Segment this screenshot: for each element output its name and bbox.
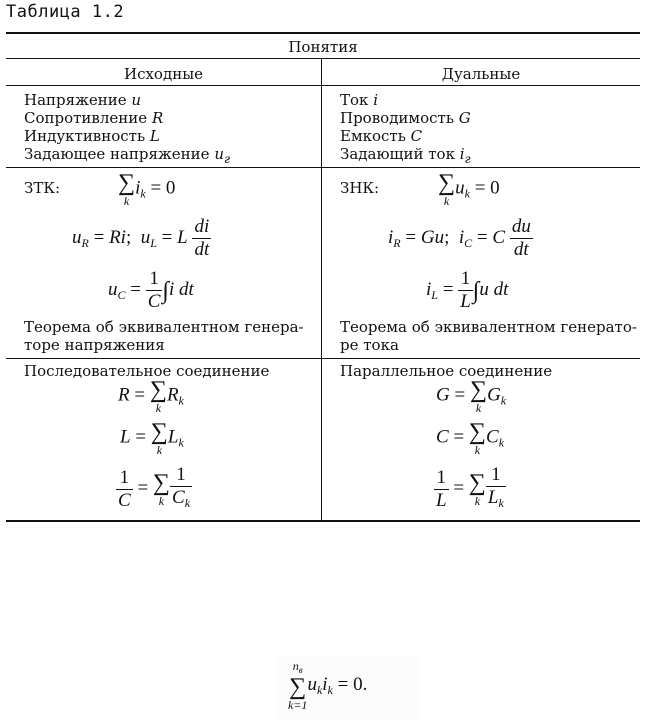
parallel-inductance: $\frac{1}{L}$ = ∑ k $\frac{1}{L_k}$: [436, 464, 504, 511]
series-resistance: R = ∑ k $R_k$: [118, 377, 184, 415]
kvl-label: ЗНК:: [340, 179, 380, 197]
divider: [6, 358, 640, 359]
term-conductance: Проводимость G: [340, 109, 471, 127]
series-connection-title: Последовательное соединение: [24, 362, 270, 380]
term-voltage: Напряжение u: [24, 91, 142, 109]
inductor-current-law: $i_L$ = $\frac{1}{L}$ ∫u dt: [426, 268, 509, 312]
capacitor-voltage-law: $u_C$ = $\frac{1}{C}$ ∫i dt: [108, 268, 194, 312]
divider: [6, 167, 640, 168]
concepts-table: [6, 32, 640, 522]
series-inductance: L = ∑ k $L_k$: [120, 419, 184, 457]
tellegen-formula: $n_в$ ∑ k=1 $u_ki_k = 0$.: [276, 656, 420, 720]
table-caption: Таблица 1.2: [6, 2, 125, 22]
conductor-capacitor-laws: $i_R = Gu$; $i_C = C$ $\frac{du}{dt}$: [388, 216, 531, 260]
resistor-inductor-laws: $u_R = Ri$; $u_L = L$ $\frac{di}{dt}$: [72, 216, 210, 260]
divider: [6, 85, 640, 86]
thevenin-theorem: Теорема об эквивалентном генера- торе напряжения: [24, 318, 304, 354]
term-resistance: Сопротивление R: [24, 109, 164, 127]
term-source-current: Задающий ток $i_г$: [340, 145, 471, 166]
divider: [6, 58, 640, 59]
kvl-equation: ∑ k $u_k = 0$: [438, 170, 500, 208]
parallel-capacitance: C = ∑ k $C_k$: [436, 419, 505, 457]
column-divider: [321, 58, 322, 520]
term-inductance: Индуктивность L: [24, 127, 160, 145]
header-right: Дуальные: [441, 65, 521, 83]
header-left: Исходные: [123, 65, 204, 83]
row1-left: [24, 91, 230, 168]
term-source-voltage: Задающее напряжение $u_г$: [24, 145, 231, 166]
row1-right: [340, 91, 471, 168]
header-top: Понятия: [288, 38, 358, 56]
norton-theorem: Теорема об эквивалентном генерато- ре тока: [340, 318, 637, 354]
series-capacitance: $\frac{1}{C}$ = ∑ k $\frac{1}{C_k}$: [118, 464, 191, 511]
kcl-label: ЗТК:: [24, 179, 61, 197]
parallel-conductance: G = ∑ k $G_k$: [436, 377, 507, 415]
kcl-equation: ∑ k $i_k = 0$: [118, 170, 176, 208]
term-capacitance: Емкость C: [340, 127, 423, 145]
term-current: Ток i: [340, 91, 378, 109]
parallel-connection-title: Параллельное соединение: [340, 362, 553, 380]
